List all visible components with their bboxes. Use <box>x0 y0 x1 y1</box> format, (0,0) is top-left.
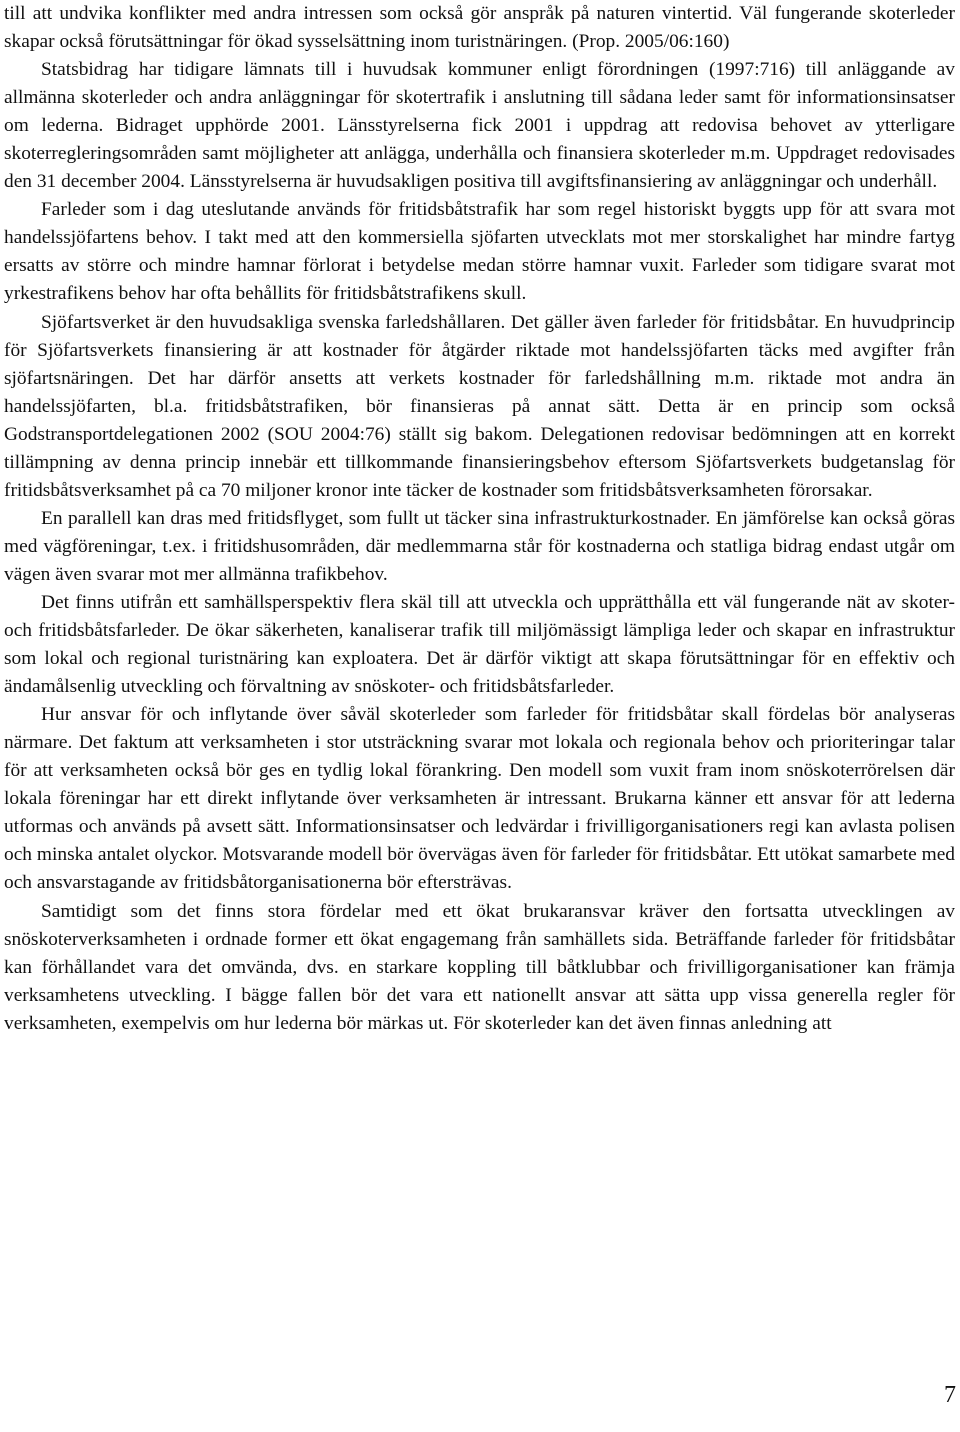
paragraph-ansvar: Hur ansvar för och inflytande över såväl skoterleder som farleder för fritidsbåtar skall fördelas bör analyseras närmare. Det faktum att verksamheten i stor utsträckning svarar mot lokala och regionala behov och prioriteringar talar för att verksamheten också bör ges en tydlig lokal förankring. Den modell som vuxit fram inom snöskoterrörelsen där lokala föreningar har ett direkt inflytande över verksamheten är intressant. Brukarna känner ett ansvar för att lederna utformas och används på avsett sätt. Informationsinsatser och ledvärdar i frivilligorganisationers regi kan avlasta polisen och minska antalet olyckor. Motsvarande modell bör övervägas även för farleder för fritidsbåtar. Ett utökat samarbete med och ansvarstagande av fritidsbåtorganisationerna bör eftersträvas. <box>4 704 955 894</box>
page-number: 7 <box>944 1382 956 1408</box>
paragraph-continued: till att undvika konflikter med andra intressen som också gör anspråk på naturen vintertid. Väl fungerande skoterleder skapar också förutsättningar för ökad sysselsättning inom turistnäringen. (Prop. 2005/06:160) <box>4 3 955 53</box>
paragraph-parallell: En parallell kan dras med fritidsflyget, som fullt ut täcker sina infrastrukturkostnader. En jämförelse kan också göras med vägföreningar, t.ex. i fritidshusområden, där medlemmarna står för kostnaderna och statliga bidrag endast utgår om vägen även svarar mot mer allmänna trafikbehov. <box>4 507 955 585</box>
paragraph-samtidigt: Samtidigt som det finns stora fördelar med ett ökat brukaransvar kräver den fortsatta utvecklingen av snöskoterverksamheten i ordnade former ett ökat engagemang från samhällets sida. Beträffande farleder för fritidsbåtar kan förhållandet vara det omvända, dvs. en starkare koppling till båtklubbar och frivilligorganisationer kan främja verksamhetens utveckling. I bägge fallen bör det vara ett nationellt ansvar att sätta upp vissa generella regler för verksamheten, exempelvis om hur lederna bör märkas ut. För skoterleder kan det även finnas anledning att <box>4 900 955 1034</box>
paragraph-sjofartsverket: Sjöfartsverket är den huvudsakliga svenska farledshållaren. Det gäller även farleder för fritidsbåtar. En huvudprincip för Sjöfartsverkets finansiering är att kostnader för åtgärder riktade mot handelssjöfarten täcks med avgifter från sjöfartsnäringen. Det har därför ansetts att verkets kostnader för farledshållning m.m. riktade mot andra än handelssjöfarten, bl.a. fritidsbåtstrafiken, bör finansieras på annat sätt. Detta är en princip som också Godstransportdelegationen 2002 (SOU 2004:76) ställt sig bakom. Delegationen redovisar bedömningen att en korrekt tillämpning av denna princip innebär ett tillkommande finansieringsbehov eftersom Sjöfartsverkets budgetanslag för fritidsbåtsverksamhet på ca 70 miljoner kronor inte täcker de kostnader som fritidsbåtsverksamheten förorsakar. <box>4 311 955 501</box>
paragraph-samhallsperspektiv: Det finns utifrån ett samhällsperspektiv flera skäl till att utveckla och upprätthålla ett väl fungerande nät av skoter- och fritidsbåtsfarleder. De ökar säkerheten, kanaliserar trafik till miljömässigt lämpliga leder och skapar en infrastruktur som lokal och regional turistnäring kan exploatera. Det är därför viktigt att skapa förutsättningar för en effektiv och ändamålsenlig utveckling och förvaltning av snöskoter- och fritidsbåtsfarleder. <box>4 591 955 698</box>
paragraph-farleder: Farleder som i dag uteslutande används för fritidsbåtstrafik har som regel historiskt byggts upp för att svara mot handelssjöfartens behov. I takt med att den kommersiella sjöfarten utvecklats mot mer storskalighet har mindre fartyg ersatts av större och mindre hamnar förlorat i betydelse medan större hamnar vuxit. Farleder som tidigare svarat mot yrkestrafikens behov har ofta behållits för fritidsbåtstrafikens skull. <box>4 199 955 305</box>
document-body <box>4 0 955 1038</box>
paragraph-statsbidrag: Statsbidrag har tidigare lämnats till i huvudsak kommuner enligt förordningen (1997:716) till anläggande av allmänna skoterleder och andra anläggningar för skotertrafik i anslutning till sådana leder samt för informationsinsatser om lederna. Bidraget upphörde 2001. Länsstyrelserna fick 2001 i uppdrag att redovisa behovet av ytterligare skoterregleringsområden samt möjligheter att anlägga, underhålla och finansiera skoterleder m.m. Uppdraget redovisades den 31 december 2004. Länsstyrelserna är huvudsakligen positiva till avgiftsfinansiering av anläggningar och underhåll. <box>4 59 955 193</box>
